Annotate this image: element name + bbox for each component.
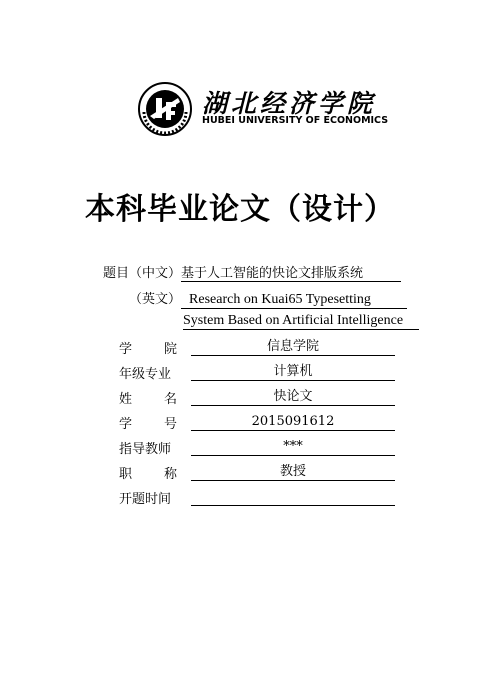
field-title-value: 教授 — [191, 463, 395, 481]
field-proposal-date-label: 开题时间 — [119, 492, 172, 507]
field-name-label: 姓 名 — [119, 392, 177, 407]
field-advisor-label: 指导教师 — [119, 442, 172, 457]
document-title: 本科毕业论文（设计） — [85, 192, 395, 227]
field-name-value: 快论文 — [191, 388, 395, 406]
university-name-cn: 湖北经济学院 — [202, 89, 377, 118]
topic-en-line2: System Based on Artificial Intelligence — [183, 313, 419, 330]
field-college-value: 信息学院 — [191, 338, 395, 356]
topic-en-line1: Research on Kuai65 Typesetting — [181, 292, 407, 309]
field-title-label: 职 称 — [119, 467, 177, 482]
university-header — [138, 82, 389, 138]
field-title — [119, 463, 399, 483]
field-advisor — [119, 438, 399, 458]
field-student-id-label: 学 号 — [119, 417, 177, 432]
field-college — [119, 338, 399, 358]
topic-cn-row — [103, 262, 401, 282]
field-student-id-value: 2015091612 — [191, 413, 395, 431]
field-advisor-value: *** — [191, 438, 395, 456]
topic-en-line2-row — [183, 313, 419, 330]
topic-en-label: （英文） — [129, 292, 182, 307]
field-grade-major-value: 计算机 — [191, 363, 395, 381]
university-name-en: HUBEI UNIVERSITY OF ECONOMICS — [202, 115, 389, 126]
field-proposal-date — [119, 488, 399, 508]
field-name — [119, 388, 399, 408]
field-college-label: 学 院 — [119, 342, 177, 357]
field-student-id — [119, 413, 399, 433]
topic-cn-value: 基于人工智能的快论文排版系统 — [181, 262, 401, 282]
field-proposal-date-value — [191, 488, 395, 506]
field-grade-major-label: 年级专业 — [119, 367, 172, 382]
topic-cn-label: 题目（中文） — [103, 266, 182, 281]
field-grade-major — [119, 363, 399, 383]
topic-en-row — [129, 288, 407, 309]
university-logo — [138, 82, 192, 136]
